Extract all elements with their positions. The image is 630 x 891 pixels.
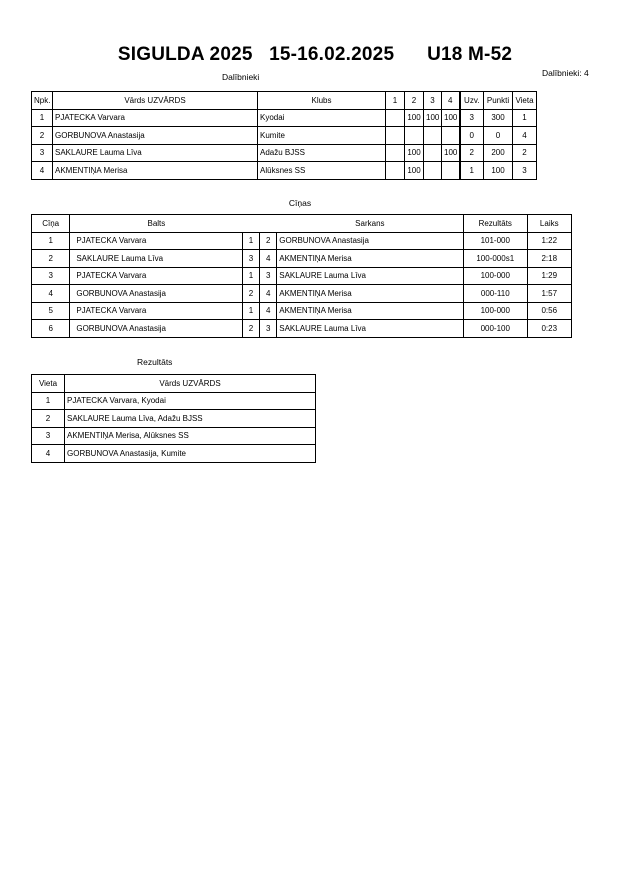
bouts-header-row (32, 215, 572, 233)
npk-cell: 4 (32, 162, 53, 180)
results-table (31, 374, 316, 463)
results-caption: Rezultāts (137, 357, 173, 367)
participants-count: Dalībnieki: 4 (542, 68, 589, 78)
col-r2: 2 (405, 92, 424, 110)
wins-cell: 0 (460, 127, 484, 145)
points-cell: 300 (484, 109, 513, 127)
place-cell: 2 (32, 410, 65, 428)
npk-cell: 3 (32, 144, 53, 162)
time-cell: 0:56 (527, 302, 571, 320)
bout-row (32, 320, 572, 338)
name-cell: SAKLAURE Lauma Līva (53, 144, 258, 162)
place-cell: 3 (32, 427, 65, 445)
results-header-row (32, 375, 316, 393)
red-no-cell: 4 (260, 302, 277, 320)
place-cell: 1 (513, 109, 537, 127)
bout-no-cell: 6 (32, 320, 70, 338)
time-cell: 1:57 (527, 285, 571, 303)
place-cell: 3 (513, 162, 537, 180)
participants-caption: Dalībnieki (222, 72, 260, 82)
wins-cell: 1 (460, 162, 484, 180)
white-cell: GORBUNOVA Anastasija (70, 320, 243, 338)
red-cell: AKMENTIŅA Merisa (277, 250, 464, 268)
col-white-no (242, 215, 259, 233)
time-cell: 1:22 (527, 232, 571, 250)
event-name: SIGULDA 2025 (117, 44, 253, 65)
col-npk: Npk. (32, 92, 53, 110)
points-cell: 100 (484, 162, 513, 180)
name-cell: GORBUNOVA Anastasija (53, 127, 258, 145)
npk-cell: 1 (32, 109, 53, 127)
wins-cell: 2 (460, 144, 484, 162)
white-no-cell: 1 (242, 267, 259, 285)
col-club: Klubs (258, 92, 386, 110)
participant-row (32, 162, 537, 180)
npk-cell: 2 (32, 127, 53, 145)
r3-cell (424, 127, 442, 145)
r1-cell (386, 162, 405, 180)
r4-cell: 100 (442, 109, 460, 127)
red-cell: GORBUNOVA Anastasija (277, 232, 464, 250)
club-cell: Alūksnes SS (258, 162, 386, 180)
page-title (0, 44, 630, 66)
bout-row (32, 250, 572, 268)
col-place: Vieta (32, 375, 65, 393)
red-no-cell: 4 (260, 250, 277, 268)
result-cell: 100-000 (463, 267, 527, 285)
participants-table (31, 91, 537, 180)
col-entry: Vārds UZVĀRDS (65, 375, 316, 393)
bout-no-cell: 2 (32, 250, 70, 268)
white-no-cell: 2 (242, 320, 259, 338)
time-cell: 1:29 (527, 267, 571, 285)
white-cell: SAKLAURE Lauma Līva (70, 250, 243, 268)
col-white: Balts (70, 215, 243, 233)
col-r3: 3 (424, 92, 442, 110)
participant-row (32, 109, 537, 127)
wins-cell: 3 (460, 109, 484, 127)
red-cell: SAKLAURE Lauma Līva (277, 320, 464, 338)
red-no-cell: 3 (260, 320, 277, 338)
bouts-table (31, 214, 572, 338)
result-row (32, 445, 316, 463)
result-row (32, 410, 316, 428)
event-dates: 15-16.02.2025 (269, 44, 395, 65)
result-row (32, 392, 316, 410)
result-cell: 101-000 (463, 232, 527, 250)
time-cell: 0:23 (527, 320, 571, 338)
bout-row (32, 302, 572, 320)
r3-cell (424, 144, 442, 162)
bout-row (32, 267, 572, 285)
weight-category: U18 M-52 (427, 44, 513, 65)
club-cell: Kumite (258, 127, 386, 145)
white-no-cell: 1 (242, 302, 259, 320)
r2-cell (405, 127, 424, 145)
white-cell: PJATECKA Varvara (70, 267, 243, 285)
r4-cell: 100 (442, 144, 460, 162)
white-cell: PJATECKA Varvara (70, 302, 243, 320)
col-red: Sarkans (277, 215, 464, 233)
entry-cell: GORBUNOVA Anastasija, Kumite (65, 445, 316, 463)
col-time: Laiks (527, 215, 571, 233)
col-r1: 1 (386, 92, 405, 110)
r4-cell (442, 127, 460, 145)
col-bout-no: Cīņa (32, 215, 70, 233)
col-name: Vārds UZVĀRDS (53, 92, 258, 110)
r1-cell (386, 144, 405, 162)
white-no-cell: 2 (242, 285, 259, 303)
bouts-caption: Cīņas (288, 198, 312, 208)
participant-row (32, 127, 537, 145)
name-cell: PJATECKA Varvara (53, 109, 258, 127)
r1-cell (386, 109, 405, 127)
r3-cell: 100 (424, 109, 442, 127)
bout-no-cell: 4 (32, 285, 70, 303)
red-cell: AKMENTIŅA Merisa (277, 285, 464, 303)
participant-row (32, 144, 537, 162)
place-cell: 4 (513, 127, 537, 145)
col-r4: 4 (442, 92, 460, 110)
result-row (32, 427, 316, 445)
red-cell: SAKLAURE Lauma Līva (277, 267, 464, 285)
result-cell: 100-000 (463, 302, 527, 320)
place-cell: 1 (32, 392, 65, 410)
col-result: Rezultāts (463, 215, 527, 233)
white-no-cell: 3 (242, 250, 259, 268)
r2-cell: 100 (405, 109, 424, 127)
name-cell: AKMENTIŅA Merisa (53, 162, 258, 180)
red-no-cell: 4 (260, 285, 277, 303)
entry-cell: AKMENTIŅA Merisa, Alūksnes SS (65, 427, 316, 445)
red-no-cell: 3 (260, 267, 277, 285)
red-no-cell: 2 (260, 232, 277, 250)
result-cell: 000-110 (463, 285, 527, 303)
col-points: Punkti (484, 92, 513, 110)
place-cell: 2 (513, 144, 537, 162)
points-cell: 200 (484, 144, 513, 162)
r4-cell (442, 162, 460, 180)
r3-cell (424, 162, 442, 180)
result-cell: 000-100 (463, 320, 527, 338)
points-cell: 0 (484, 127, 513, 145)
entry-cell: PJATECKA Varvara, Kyodai (65, 392, 316, 410)
col-wins: Uzv. (460, 92, 484, 110)
result-cell: 100-000s1 (463, 250, 527, 268)
white-cell: PJATECKA Varvara (70, 232, 243, 250)
white-cell: GORBUNOVA Anastasija (70, 285, 243, 303)
red-cell: AKMENTIŅA Merisa (277, 302, 464, 320)
club-cell: Kyodai (258, 109, 386, 127)
r2-cell: 100 (405, 162, 424, 180)
place-cell: 4 (32, 445, 65, 463)
col-red-no (260, 215, 277, 233)
participants-header-row (32, 92, 537, 110)
club-cell: Adažu BJSS (258, 144, 386, 162)
r2-cell: 100 (405, 144, 424, 162)
entry-cell: SAKLAURE Lauma Līva, Adažu BJSS (65, 410, 316, 428)
time-cell: 2:18 (527, 250, 571, 268)
r1-cell (386, 127, 405, 145)
bout-row (32, 232, 572, 250)
white-no-cell: 1 (242, 232, 259, 250)
bout-no-cell: 5 (32, 302, 70, 320)
bout-no-cell: 1 (32, 232, 70, 250)
bout-row (32, 285, 572, 303)
col-place: Vieta (513, 92, 537, 110)
bout-no-cell: 3 (32, 267, 70, 285)
